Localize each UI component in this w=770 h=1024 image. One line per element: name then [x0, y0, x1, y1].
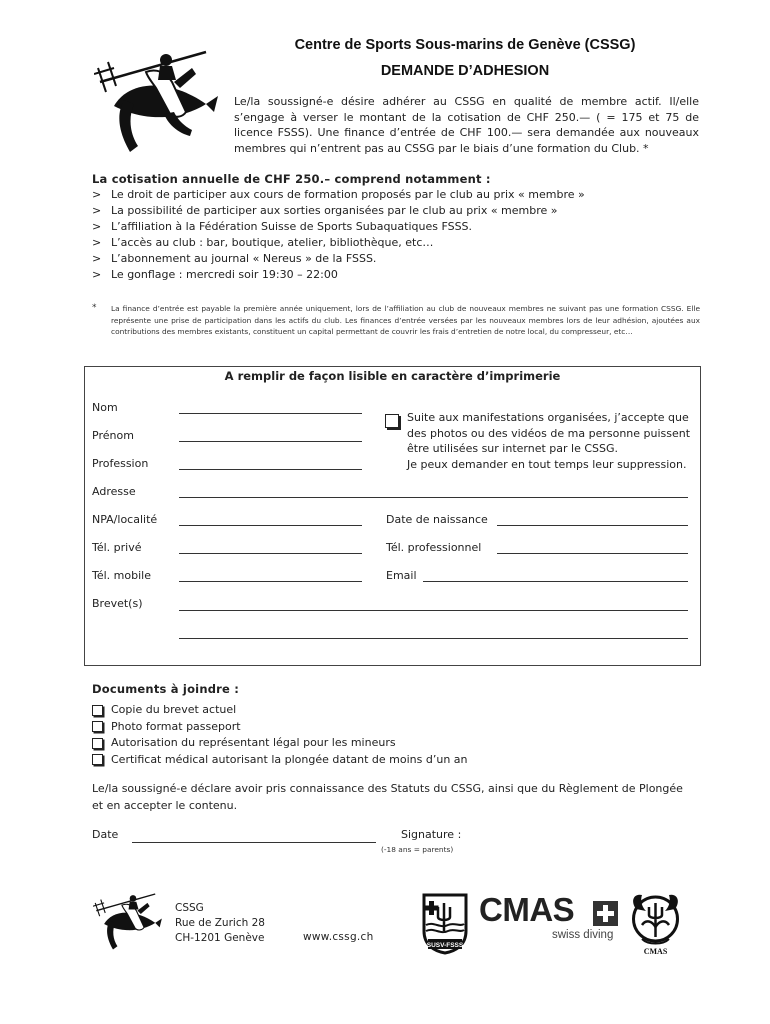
documents-heading: Documents à joindre :	[92, 682, 240, 696]
cmas-emblem	[628, 891, 683, 957]
list-item	[92, 203, 585, 219]
bullet-marker: >	[92, 219, 102, 233]
consent-line: des photos ou des vidéos de ma personne puissent	[407, 426, 691, 440]
club-title: Centre de Sports Sous-marins de Genève (CSSG)	[294, 37, 636, 53]
declaration-line: et en accepter le contenu.	[92, 798, 238, 812]
footnote-marker: *	[92, 303, 97, 313]
document-title: DEMANDE D’ADHESION	[380, 63, 550, 79]
date-label: Date	[92, 828, 119, 841]
footnote	[92, 303, 700, 338]
cotisation-heading: La cotisation annuelle de CHF 250.– comprend notamment :	[92, 172, 491, 186]
npa-field[interactable]	[179, 525, 362, 526]
document-item-text: Autorisation du représentant légal pour les mineurs	[111, 736, 396, 749]
bullet-marker: >	[92, 235, 102, 249]
club-address	[175, 901, 265, 947]
cmas-wordmark: CMAS	[479, 891, 575, 928]
cmas-emblem-label: CMAS	[643, 947, 668, 956]
list-item	[92, 267, 585, 283]
declaration-line: Le/la soussigné-e déclare avoir pris connaissance des Statuts du CSSG, ainsi que du Règlement de Plongée	[92, 782, 683, 795]
photo-consent-checkbox[interactable]	[385, 414, 399, 428]
nom-label: Nom	[92, 401, 118, 414]
document-item	[92, 752, 468, 769]
profession-field[interactable]	[179, 469, 362, 470]
tel-prive-label: Tél. privé	[92, 541, 142, 554]
photo-consent-text	[407, 410, 697, 472]
declaration	[92, 781, 692, 814]
document-item-text: Copie du brevet actuel	[111, 703, 237, 716]
brevets-label: Brevet(s)	[92, 597, 143, 610]
bullet-marker: >	[92, 251, 102, 265]
prenom-label: Prénom	[92, 429, 134, 442]
list-item-text: Le droit de participer aux cours de formation proposés par le club au prix « membre »	[111, 188, 585, 201]
website-link[interactable]: www.cssg.ch	[303, 931, 374, 943]
form-title: A remplir de façon lisible en caractère d’imprimerie	[224, 369, 561, 383]
date-naissance-field[interactable]	[497, 525, 688, 526]
date-naissance-label: Date de naissance	[386, 513, 488, 526]
bullet-marker: >	[92, 267, 102, 281]
document-checkbox[interactable]	[92, 754, 103, 765]
membership-form	[84, 366, 701, 666]
cotisation-list	[92, 187, 585, 282]
document-item-text: Photo format passeport	[111, 719, 241, 733]
susv-label: SUSV-FSSS	[426, 942, 464, 949]
consent-line: Suite aux manifestations organisées, j’accepte que	[407, 411, 689, 424]
address-line: CSSG	[175, 902, 204, 914]
brevets-field-2[interactable]	[179, 638, 688, 639]
list-item	[92, 235, 585, 251]
cssg-logo	[94, 38, 220, 156]
document-item-text: Certificat médical autorisant la plongée datant de moins d’un an	[111, 752, 468, 766]
address-line: CH-1201 Genève	[175, 932, 265, 945]
documents-list	[92, 702, 468, 768]
footnote-text: La finance d’entrée est payable la première année uniquement, lors de l’affiliation au club de nouveaux membres ne suivant pas une formation CSSG. Elle représente une prise de participation dans les actifs du club. Les finances d’entrée versées par les nouveaux membres lors de leur adhésion, ajoutées aux contributions des membres existants, constituent un capital permettant de couvrir les frais d’entretien de notre local, du compresseur, etc…	[111, 304, 700, 337]
consent-line: être utilisées sur internet par le CSSG.	[407, 442, 619, 456]
document-item	[92, 735, 468, 752]
list-item-text: L’affiliation à la Fédération Suisse de Sports Subaquatiques FSSS.	[111, 219, 473, 233]
brevets-field[interactable]	[179, 610, 688, 611]
list-item	[92, 251, 585, 267]
signature-note: (-18 ans = parents)	[381, 845, 454, 854]
adresse-label: Adresse	[92, 485, 136, 498]
prenom-field[interactable]	[179, 441, 362, 442]
tel-pro-label: Tél. professionnel	[386, 541, 482, 554]
adresse-field[interactable]	[179, 497, 688, 498]
consent-line: Je peux demander en tout temps leur suppression.	[407, 457, 687, 471]
document-checkbox[interactable]	[92, 705, 103, 716]
swiss-diving-label: swiss diving	[552, 929, 614, 941]
document-item	[92, 702, 468, 719]
npa-label: NPA/localité	[92, 513, 158, 526]
bullet-marker: >	[92, 188, 102, 201]
bullet-marker: >	[92, 203, 102, 217]
tel-prive-field[interactable]	[179, 553, 362, 554]
intro-paragraph: Le/la soussigné-e désire adhérer au CSSG en qualité de membre actif. Il/elle s’engage à verser le montant de la cotisation de CHF 250.— ( = 175 et 75 de licence FSSS). Une finance d’entrée de CHF 100.— sera demandée aux nouveaux membres qui n’entrent pas au CSSG par le biais d’une formation du Club. *	[234, 95, 699, 155]
list-item	[92, 187, 585, 203]
tel-mobile-field[interactable]	[179, 581, 362, 582]
email-field[interactable]	[423, 581, 688, 582]
document-checkbox[interactable]	[92, 721, 103, 732]
signature-label: Signature :	[401, 828, 462, 841]
tel-mobile-label: Tél. mobile	[92, 569, 151, 582]
cssg-logo-small	[93, 886, 163, 952]
swiss-cross-icon	[593, 901, 618, 926]
susv-fsss-logo	[420, 891, 470, 955]
list-item-text: Le gonflage : mercredi soir 19:30 – 22:00	[111, 267, 338, 281]
list-item-text: La possibilité de participer aux sorties organisées par le club au prix « membre »	[111, 203, 558, 217]
document-item	[92, 719, 468, 736]
list-item-text: L’accès au club : bar, boutique, atelier, bibliothèque, etc…	[111, 235, 434, 249]
address-line: Rue de Zurich 28	[175, 917, 265, 930]
tel-pro-field[interactable]	[497, 553, 688, 554]
email-label: Email	[386, 569, 417, 582]
profession-label: Profession	[92, 457, 149, 470]
document-checkbox[interactable]	[92, 738, 103, 749]
date-field[interactable]	[132, 842, 376, 843]
list-item-text: L’abonnement au journal « Nereus » de la FSSS.	[111, 251, 377, 265]
list-item	[92, 219, 585, 235]
nom-field[interactable]	[179, 413, 362, 414]
